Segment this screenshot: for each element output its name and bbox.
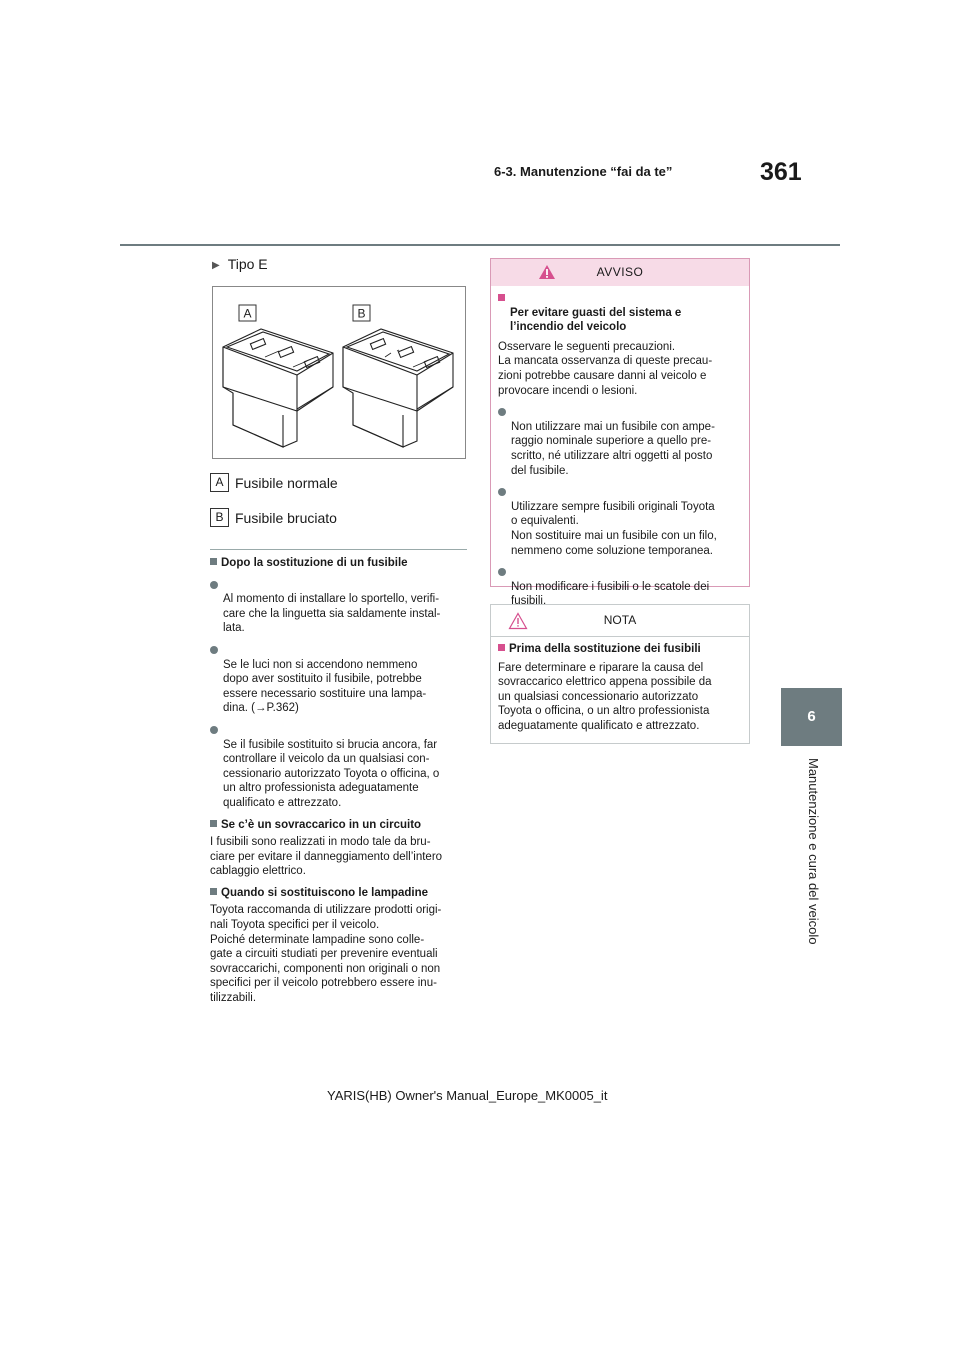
- warning-heading: Per evitare guasti del sistema e l’incendio del veicolo: [498, 291, 741, 335]
- chapter-tab[interactable]: [781, 688, 842, 746]
- warning-title: AVVISO: [596, 265, 644, 279]
- section-heading-lampadine: Quando si sostituiscono le lampadine: [210, 886, 472, 901]
- bullet-dot-icon: [210, 581, 218, 589]
- chapter-label: Manutenzione e cura del veicolo: [806, 758, 821, 945]
- section-title: 6-3. Manutenzione “fai da te”: [494, 164, 673, 179]
- note-box: [490, 604, 750, 744]
- svg-text:A: A: [243, 306, 252, 321]
- note-heading: Prima della sostituzione dei fusibili: [498, 642, 741, 657]
- section-text-sovraccarico: I fusibili sono realizzati in modo tale da bru- ciare per evitare il danneggiamento dell’intero cablaggio elettrico.: [210, 836, 443, 878]
- warning-box: [490, 258, 750, 608]
- fuse-normal-icon: [223, 329, 333, 447]
- legend-text-a: Fusibile normale: [235, 474, 338, 491]
- square-bullet-icon: [210, 558, 217, 565]
- left-body: [210, 556, 472, 1006]
- section-text-lampadine: Toyota raccomanda di utilizzare prodotti origi- nali Toyota specifici per il veicolo. Poiché determinate lampadine sono colle- gate a circuiti studiati per prevenire eventuali sovraccarichi, componenti non originali o non specifici per il veicolo potrebbero essere inu- tilizzabili.: [210, 904, 442, 1005]
- tipo-label: Tipo E: [227, 256, 268, 272]
- list-item: Non modificare i fusibili o le scatole dei fusibili.: [498, 565, 741, 609]
- list-item: Non utilizzare mai un fusibile con ampe- raggio nominale superiore a quello pre- scritto, né utilizzare altri oggetti al posto del fusibile.: [498, 405, 741, 478]
- note-header: [491, 605, 749, 637]
- section-heading-sovraccarico: Se c’è un sovraccarico in un circuito: [210, 818, 472, 833]
- legend-key-a: A: [210, 473, 229, 492]
- page-number: 361: [760, 158, 802, 186]
- triangle-right-icon: ▶: [212, 260, 220, 271]
- bullet-dot-icon: [498, 488, 506, 496]
- label-b-icon: [353, 305, 370, 321]
- column-divider: [210, 549, 467, 550]
- warning-intro: Osservare le seguenti precauzioni. La mancata osservanza di queste precau- zioni potrebbe causare danni al veicolo e provocare incendi o lesioni.: [498, 340, 713, 397]
- warning-body: [491, 286, 749, 609]
- warning-header: [491, 259, 749, 286]
- fuse-illustration: [212, 286, 466, 459]
- square-bullet-icon: [210, 820, 217, 827]
- caution-triangle-icon: [508, 612, 528, 630]
- warning-triangle-icon: [538, 264, 556, 280]
- note-title: NOTA: [603, 613, 637, 627]
- section-heading-dopo: Dopo la sostituzione di un fusibile: [210, 556, 472, 571]
- legend-key-b: B: [210, 508, 229, 527]
- square-bullet-icon: [498, 294, 505, 301]
- fuse-blown-icon: [343, 329, 453, 447]
- legend-row-a: [210, 473, 338, 492]
- bullet-dot-icon: [498, 408, 506, 416]
- fuse-illustration-svg: [213, 287, 465, 458]
- tipo-label-row: [212, 256, 268, 272]
- square-bullet-icon: [498, 644, 505, 651]
- list-item: Al momento di installare lo sportello, verifi- care che la linguetta sia saldamente instal- lata.: [210, 578, 472, 636]
- label-a-icon: [239, 305, 256, 321]
- legend-row-b: [210, 508, 337, 527]
- bullet-dot-icon: [210, 726, 218, 734]
- bullet-dot-icon: [210, 646, 218, 654]
- note-text: Fare determinare e riparare la causa del sovraccarico elettrico appena possibile da un qualsiasi concessionario autorizzato Toyota o officina, o un altro professionista adeguatamente qualificato e attrezzato.: [498, 661, 712, 732]
- bullet-dot-icon: [498, 568, 506, 576]
- square-bullet-icon: [210, 888, 217, 895]
- note-body: [491, 637, 749, 734]
- chapter-number: 6: [807, 708, 816, 725]
- footer-manual-id: YARIS(HB) Owner's Manual_Europe_MK0005_it: [327, 1088, 608, 1103]
- list-item: Se le luci non si accendono nemmeno dopo aver sostituito il fusibile, potrebbe essere necessario sostituire una lampa- dina. (→P.362): [210, 643, 472, 716]
- header-rule: [120, 244, 840, 246]
- list-item: Utilizzare sempre fusibili originali Toyota o equivalenti. Non sostituire mai un fusibile con un filo, nemmeno come soluzione temporanea.: [498, 485, 741, 558]
- legend-text-b: Fusibile bruciato: [235, 509, 337, 526]
- svg-text:B: B: [357, 306, 366, 321]
- list-item: Se il fusibile sostituito si brucia ancora, far controllare il veicolo da un qualsiasi con- cessionario autorizzato Toyota o officina, o un altro professionista adeguatamente qualificato e attrezzato.: [210, 723, 472, 811]
